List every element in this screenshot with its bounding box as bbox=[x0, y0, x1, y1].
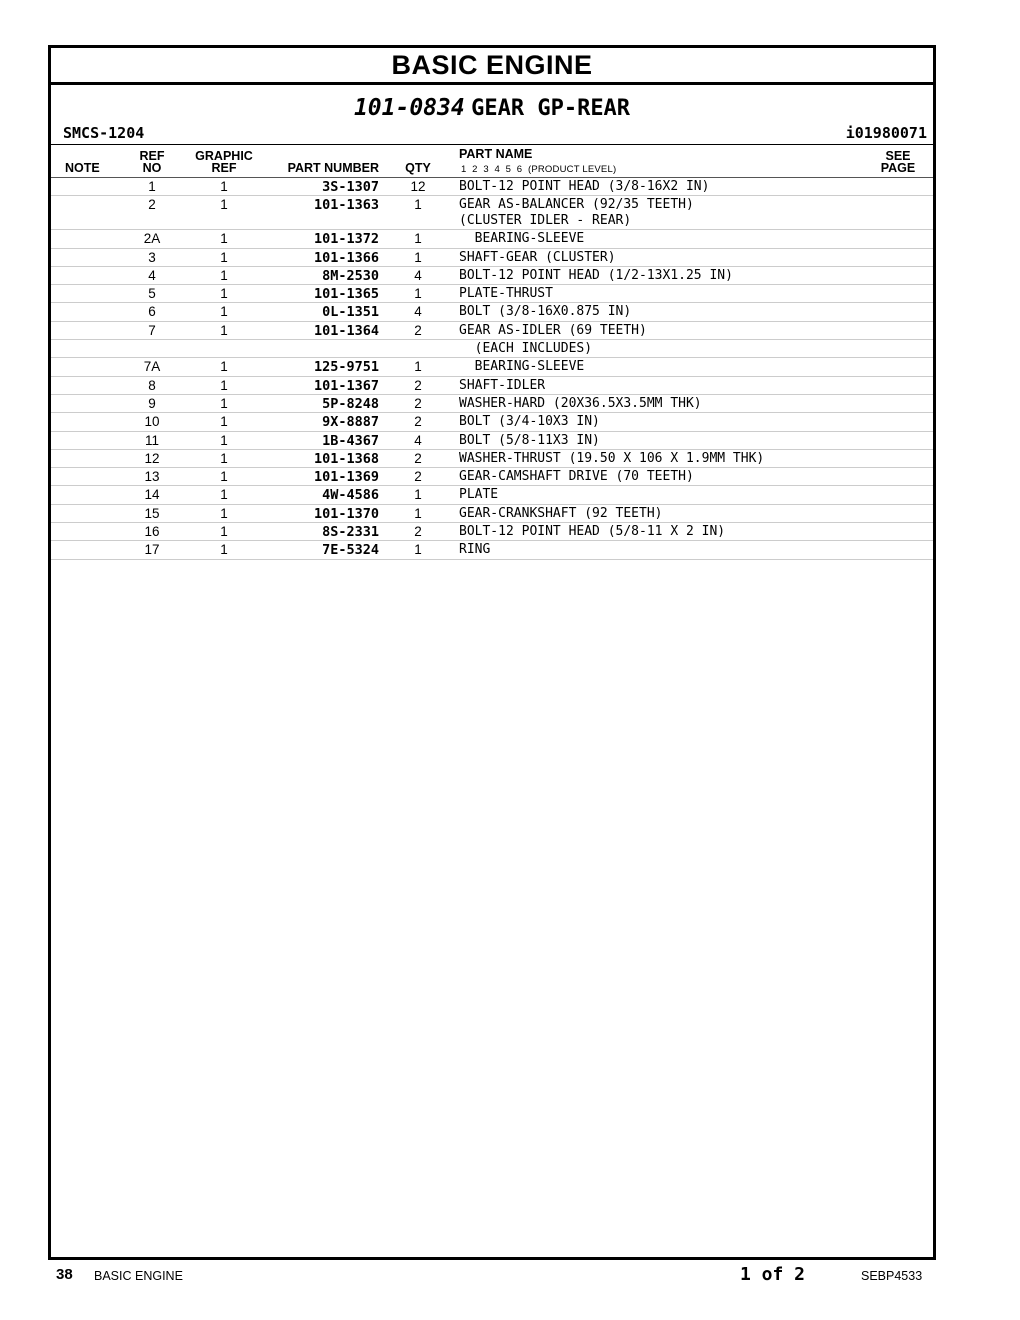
meta-row bbox=[51, 124, 933, 145]
table-row bbox=[51, 358, 933, 376]
page-footer bbox=[0, 1264, 1020, 1288]
table-row bbox=[51, 340, 933, 358]
col-note: NOTE bbox=[65, 161, 100, 175]
quantity: 1 bbox=[414, 542, 422, 558]
ref-no: 1 bbox=[148, 179, 156, 194]
part-name: BOLT (3/8-16X0.875 IN) bbox=[459, 304, 632, 320]
graphic-ref: 1 bbox=[220, 542, 228, 558]
table-row bbox=[51, 486, 933, 504]
footer-section: BASIC ENGINE bbox=[94, 1269, 183, 1283]
part-name: BOLT-12 POINT HEAD (1/2-13X1.25 IN) bbox=[459, 267, 733, 283]
quantity: 1 bbox=[414, 286, 422, 302]
part-number: 0L-1351 bbox=[322, 304, 379, 321]
table-row bbox=[51, 395, 933, 413]
quantity: 1 bbox=[414, 505, 422, 521]
part-number: 101-1368 bbox=[313, 450, 379, 467]
illustration-id: i01980071 bbox=[845, 124, 927, 142]
part-name: WASHER-THRUST (19.50 X 106 X 1.9MM THK) bbox=[459, 450, 765, 466]
quantity: 4 bbox=[414, 304, 422, 320]
parts-page-frame bbox=[48, 45, 936, 1260]
graphic-ref: 1 bbox=[220, 304, 228, 320]
part-number: 101-1370 bbox=[313, 505, 379, 522]
quantity: 4 bbox=[414, 432, 422, 448]
quantity: 2 bbox=[414, 414, 422, 430]
ref-no: 2A bbox=[143, 231, 161, 247]
table-row bbox=[51, 303, 933, 321]
col-graphic-top: GRAPHIC bbox=[195, 149, 253, 163]
quantity: 1 bbox=[414, 487, 422, 503]
footer-doc-id: SEBP4533 bbox=[861, 1269, 923, 1283]
graphic-ref: 1 bbox=[220, 487, 228, 503]
part-number: 8S-2331 bbox=[322, 524, 379, 541]
part-name: PLATE-THRUST bbox=[459, 286, 553, 302]
part-number: 8M-2530 bbox=[322, 267, 379, 284]
part-number: 101-1369 bbox=[313, 469, 379, 486]
table-row bbox=[51, 267, 933, 285]
col-product-levels: 1 2 3 4 5 6 (PRODUCT LEVEL) bbox=[461, 164, 617, 175]
col-qty: QTY bbox=[405, 161, 431, 175]
table-row bbox=[51, 432, 933, 450]
graphic-ref: 1 bbox=[220, 414, 228, 430]
graphic-ref: 1 bbox=[220, 432, 228, 448]
part-number: 1B-4367 bbox=[322, 432, 379, 449]
ref-no: 3 bbox=[148, 249, 156, 265]
ref-no: 14 bbox=[144, 487, 160, 503]
graphic-ref: 1 bbox=[220, 286, 228, 302]
col-ref-bottom: NO bbox=[142, 161, 162, 175]
quantity: 2 bbox=[414, 469, 422, 485]
part-name: BEARING-SLEEVE bbox=[459, 359, 585, 375]
ref-no: 9 bbox=[148, 395, 156, 411]
smcs-code: SMCS-1204 bbox=[63, 124, 145, 142]
quantity: 1 bbox=[414, 231, 422, 247]
table-row bbox=[51, 178, 933, 196]
col-see-top: SEE bbox=[885, 149, 911, 163]
ref-no: 5 bbox=[148, 286, 156, 302]
footer-page-of: 1 of 2 bbox=[740, 1264, 806, 1285]
table-row bbox=[51, 196, 933, 230]
col-see-bottom: PAGE bbox=[880, 161, 916, 175]
graphic-ref: 1 bbox=[220, 505, 228, 521]
ref-no: 12 bbox=[144, 450, 160, 466]
ref-no: 13 bbox=[144, 469, 160, 485]
part-name: GEAR AS-BALANCER (92/35 TEETH) (CLUSTER IDLER - REAR) bbox=[459, 197, 694, 228]
graphic-ref: 1 bbox=[220, 359, 228, 375]
table-row bbox=[51, 450, 933, 468]
part-number: 101-1364 bbox=[313, 322, 379, 339]
col-part-name: PART NAME bbox=[459, 147, 533, 161]
part-number: 125-9751 bbox=[313, 359, 379, 376]
part-name: GEAR-CAMSHAFT DRIVE (70 TEETH) bbox=[459, 469, 694, 485]
table-row bbox=[51, 322, 933, 340]
part-name: RING bbox=[459, 542, 491, 558]
part-number: 4W-4586 bbox=[322, 487, 379, 504]
part-name: BOLT-12 POINT HEAD (5/8-11 X 2 IN) bbox=[459, 524, 726, 540]
graphic-ref: 1 bbox=[220, 197, 228, 213]
part-number: 7E-5324 bbox=[322, 542, 379, 559]
part-name: BOLT-12 POINT HEAD (3/8-16X2 IN) bbox=[459, 179, 710, 194]
ref-no: 11 bbox=[144, 432, 159, 448]
part-name: (EACH INCLUDES) bbox=[459, 341, 593, 357]
table-row bbox=[51, 523, 933, 541]
part-name: SHAFT-GEAR (CLUSTER) bbox=[459, 249, 616, 265]
part-number: 101-1363 bbox=[313, 197, 379, 214]
part-number: 101-1372 bbox=[313, 231, 379, 248]
table-row bbox=[51, 230, 933, 248]
ref-no: 16 bbox=[144, 524, 160, 540]
col-ref-top: REF bbox=[139, 149, 165, 163]
quantity: 4 bbox=[414, 267, 422, 283]
quantity: 1 bbox=[414, 197, 422, 213]
quantity: 2 bbox=[414, 395, 422, 411]
part-name: BOLT (5/8-11X3 IN) bbox=[459, 432, 600, 448]
ref-no: 7 bbox=[148, 322, 156, 338]
part-number: 101-1367 bbox=[313, 377, 379, 394]
graphic-ref: 1 bbox=[220, 267, 228, 283]
graphic-ref: 1 bbox=[220, 249, 228, 265]
graphic-ref: 1 bbox=[220, 524, 228, 540]
ref-no: 10 bbox=[144, 414, 160, 430]
ref-no: 4 bbox=[148, 267, 156, 283]
quantity: 1 bbox=[414, 359, 422, 375]
table-row bbox=[51, 541, 933, 559]
ref-no: 2 bbox=[148, 197, 156, 213]
quantity: 1 bbox=[414, 249, 422, 265]
table-row bbox=[51, 285, 933, 303]
part-number: 9X-8887 bbox=[322, 414, 379, 431]
section-title: BASIC ENGINE bbox=[51, 48, 933, 85]
quantity: 12 bbox=[410, 179, 426, 194]
table-row bbox=[51, 377, 933, 395]
parts-list bbox=[51, 178, 933, 560]
group-number: 101-0834 bbox=[353, 95, 465, 121]
part-name: BOLT (3/4-10X3 IN) bbox=[459, 414, 600, 430]
ref-no: 6 bbox=[148, 304, 156, 320]
graphic-ref: 1 bbox=[220, 395, 228, 411]
table-row bbox=[51, 505, 933, 523]
part-number: 101-1365 bbox=[313, 286, 379, 303]
group-title bbox=[51, 93, 933, 121]
graphic-ref: 1 bbox=[220, 450, 228, 466]
part-name: PLATE bbox=[459, 487, 499, 503]
graphic-ref: 1 bbox=[220, 231, 228, 247]
part-name: GEAR-CRANKSHAFT (92 TEETH) bbox=[459, 505, 663, 521]
group-name: GEAR GP-REAR bbox=[471, 96, 631, 121]
part-name: WASHER-HARD (20X36.5X3.5MM THK) bbox=[459, 395, 702, 411]
part-name: GEAR AS-IDLER (69 TEETH) bbox=[459, 322, 647, 338]
quantity: 2 bbox=[414, 524, 422, 540]
part-number: 3S-1307 bbox=[322, 179, 379, 195]
table-row bbox=[51, 249, 933, 267]
part-name: SHAFT-IDLER bbox=[459, 377, 546, 393]
table-header bbox=[51, 145, 933, 178]
part-number: 5P-8248 bbox=[322, 395, 379, 412]
graphic-ref: 1 bbox=[220, 377, 228, 393]
table-row bbox=[51, 413, 933, 431]
footer-page-number: 38 bbox=[56, 1266, 73, 1283]
graphic-ref: 1 bbox=[220, 179, 228, 194]
col-part-number: PART NUMBER bbox=[287, 161, 379, 175]
part-name: BEARING-SLEEVE bbox=[459, 231, 585, 247]
quantity: 2 bbox=[414, 377, 422, 393]
part-number: 101-1366 bbox=[313, 249, 379, 266]
graphic-ref: 1 bbox=[220, 469, 228, 485]
ref-no: 15 bbox=[144, 505, 160, 521]
quantity: 2 bbox=[414, 322, 422, 338]
col-graphic-bottom: REF bbox=[211, 161, 237, 175]
graphic-ref: 1 bbox=[220, 322, 228, 338]
ref-no: 17 bbox=[144, 542, 160, 558]
ref-no: 8 bbox=[148, 377, 156, 393]
quantity: 2 bbox=[414, 450, 422, 466]
table-row bbox=[51, 468, 933, 486]
ref-no: 7A bbox=[143, 359, 161, 375]
